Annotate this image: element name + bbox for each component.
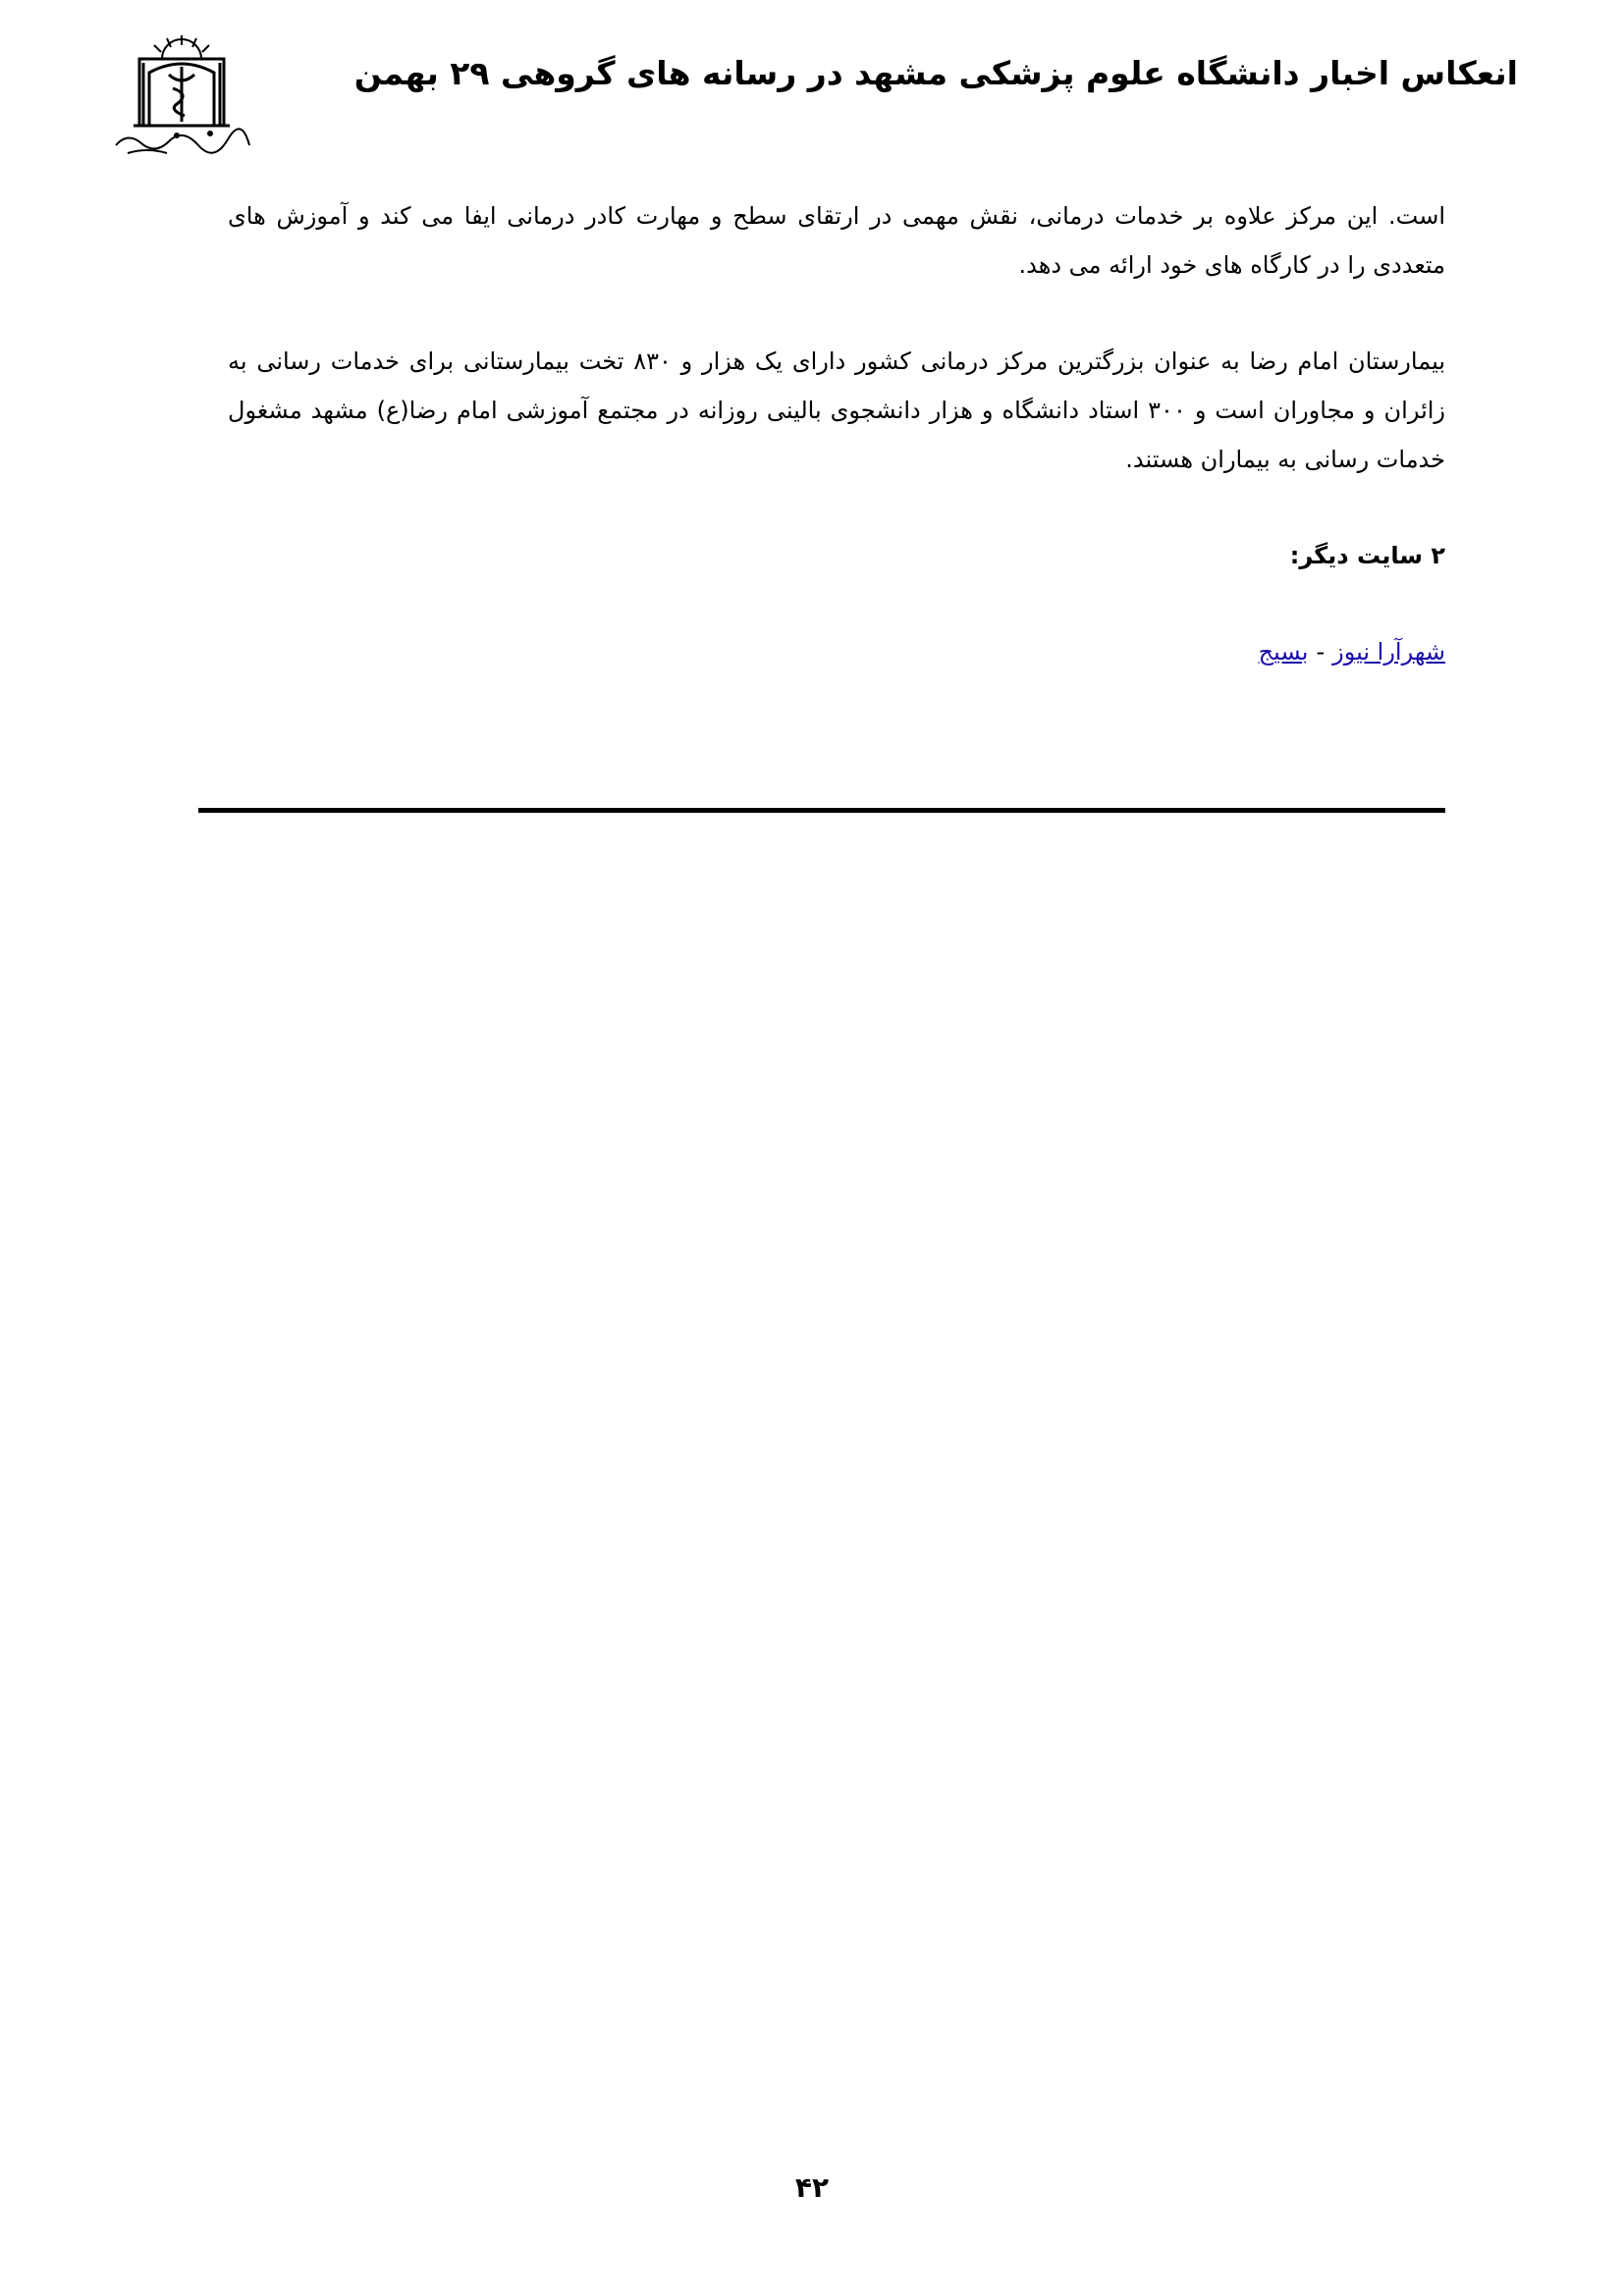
other-sites-label: ۲ سایت دیگر: (1289, 542, 1445, 569)
source-links (228, 627, 1445, 676)
link-shahraranews[interactable]: شهرآرا نیوز (1332, 638, 1445, 666)
link-separator: - (1316, 638, 1326, 666)
page-title: انعکاس اخبار دانشگاه علوم پزشکی مشهد در رسانه های گروهی ۲۹ بهمن (353, 54, 1518, 92)
paragraph-1: است. این مرکز علاوه بر خدمات درمانی، نقش مهمی در ارتقای سطح و مهارت کادر درمانی ایفا می کند و آموزش های متعددی را در کارگاه های خود ارائه می دهد. (228, 202, 1445, 279)
paragraph-2: بیمارستان امام رضا به عنوان بزرگترین مرکز درمانی کشور دارای یک هزار و ۸۳۰ تخت بیمارستانی برای خدمات رسانی به زائران و مجاوران است و ۳۰۰ استاد دانشگاه و هزار دانشجوی بالینی روزانه در مجتمع آموزشی امام رضا(ع) مشهد مشغول خدمات رسانی به بیماران هستند. (228, 347, 1446, 473)
university-seal-icon (108, 29, 255, 167)
link-basij[interactable]: بسیج (1258, 638, 1309, 666)
page-number: ۴۲ (794, 2171, 830, 2204)
article-body (228, 191, 1445, 676)
page-header (108, 29, 1518, 167)
university-logo (108, 29, 255, 167)
section-divider (198, 808, 1445, 813)
